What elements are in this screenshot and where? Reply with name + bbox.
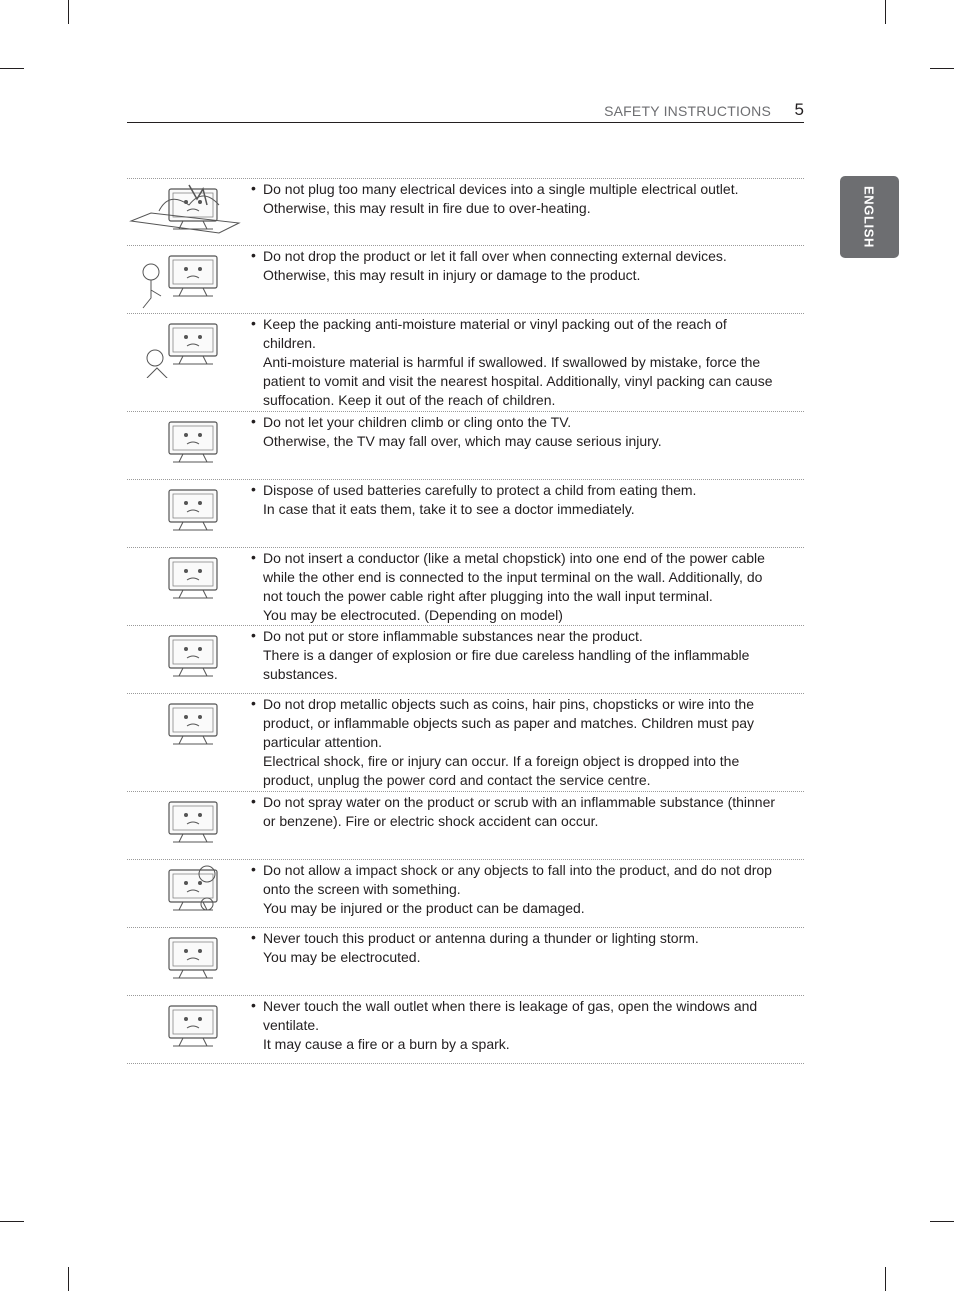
bullet-icon: •	[251, 180, 256, 196]
safety-illustration	[129, 698, 247, 758]
bullet-icon: •	[251, 929, 256, 945]
text-line: while the other end is connected to the input terminal on the wall. Additionally, do	[263, 569, 763, 585]
text-line: There is a danger of explosion or fire due careless handling of the inflammable	[263, 647, 750, 663]
text-line: Anti-moisture material is harmful if swallowed. If swallowed by mistake, force the	[263, 354, 761, 370]
safety-text	[249, 179, 804, 218]
safety-text	[249, 548, 804, 625]
child-batteries-icon	[127, 480, 249, 547]
safety-illustration	[129, 552, 247, 612]
text-line: Keep the packing anti-moisture material or vinyl packing out of the reach of	[263, 316, 727, 332]
text-line: Never touch this product or antenna during a thunder or lighting storm.	[263, 930, 699, 946]
page-header	[127, 100, 804, 123]
safety-row	[127, 314, 804, 412]
child-climbing-tv-icon	[127, 412, 249, 479]
safety-illustration	[129, 183, 247, 243]
text-line: Do not allow a impact shock or any objects to fall into the product, and do not drop	[263, 862, 772, 878]
safety-row	[127, 246, 804, 314]
text-line: Electrical shock, fire or injury can occur. If a foreign object is dropped into the	[263, 753, 740, 769]
safety-text	[249, 792, 804, 831]
safety-row	[127, 548, 804, 626]
text-line: You may be injured or the product can be damaged.	[263, 900, 585, 916]
thunder-storm-tv-icon	[127, 928, 249, 995]
text-line: Do not spray water on the product or scrub with an inflammable substance (thinner	[263, 794, 776, 810]
safety-illustration	[129, 864, 247, 924]
text-line: substances.	[263, 666, 338, 682]
crop-mark	[930, 1221, 954, 1222]
bullet-icon: •	[251, 793, 256, 809]
text-line: product, or inflammable objects such as paper and matches. Children must pay	[263, 715, 755, 731]
text-line: onto the screen with something.	[263, 881, 461, 897]
text-line: Otherwise, the TV may fall over, which may cause serious injury.	[263, 433, 662, 449]
text-line: suffocation. Keep it out of the reach of children.	[263, 392, 556, 408]
bullet-icon: •	[251, 695, 256, 711]
text-line: Do not let your children climb or cling onto the TV.	[263, 414, 572, 430]
safety-illustration	[129, 250, 247, 310]
text-line: Do not drop the product or let it fall over when connecting external devices.	[263, 248, 727, 264]
text-line: It may cause a fire or a burn by a spark.	[263, 1036, 510, 1052]
crop-mark	[930, 68, 954, 69]
power-strip-overload-icon	[127, 179, 249, 245]
safety-text	[249, 996, 804, 1054]
child-vinyl-packing-icon	[127, 314, 249, 411]
safety-text	[249, 860, 804, 918]
safety-row	[127, 928, 804, 996]
safety-illustration	[129, 484, 247, 544]
safety-text	[249, 626, 804, 684]
bullet-icon: •	[251, 413, 256, 429]
safety-illustration	[129, 1000, 247, 1060]
text-line: children.	[263, 335, 316, 351]
text-line: patient to vomit and visit the nearest hospital. Additionally, vinyl packing can cause	[263, 373, 773, 389]
safety-illustration	[129, 932, 247, 992]
safety-illustration	[129, 318, 247, 378]
bullet-icon: •	[251, 247, 256, 263]
safety-illustration	[129, 630, 247, 690]
safety-text	[249, 314, 804, 410]
bullet-icon: •	[251, 315, 256, 331]
text-line: Do not insert a conductor (like a metal chopstick) into one end of the power cable	[263, 550, 765, 566]
flammable-substances-icon	[127, 626, 249, 693]
safety-row	[127, 996, 804, 1064]
page-number: 5	[794, 100, 804, 119]
text-line: Do not plug too many electrical devices into a single multiple electrical outlet.	[263, 181, 739, 197]
text-line: Otherwise, this may result in fire due to over-heating.	[263, 200, 591, 216]
safety-text	[249, 928, 804, 967]
bullet-icon: •	[251, 481, 256, 497]
bullet-icon: •	[251, 627, 256, 643]
gas-leak-outlet-icon	[127, 996, 249, 1063]
text-line: In case that it eats them, take it to see a doctor immediately.	[263, 501, 635, 517]
safety-row	[127, 860, 804, 928]
crop-mark	[0, 68, 24, 69]
crop-mark	[68, 1267, 69, 1291]
crop-mark	[0, 1221, 24, 1222]
text-line: Otherwise, this may result in injury or damage to the product.	[263, 267, 641, 283]
text-line: Dispose of used batteries carefully to protect a child from eating them.	[263, 482, 697, 498]
safety-illustration	[129, 796, 247, 856]
safety-row	[127, 694, 804, 792]
bullet-icon: •	[251, 861, 256, 877]
text-line: Do not put or store inflammable substances near the product.	[263, 628, 643, 644]
text-line: not touch the power cable right after plugging into the wall input terminal.	[263, 588, 713, 604]
text-line: or benzene). Fire or electric shock accident can occur.	[263, 813, 599, 829]
safety-illustration	[129, 416, 247, 476]
impact-shock-ball-icon	[127, 860, 249, 927]
safety-table	[127, 178, 804, 1064]
safety-text	[249, 694, 804, 790]
safety-row	[127, 792, 804, 860]
bullet-icon: •	[251, 549, 256, 565]
crop-mark	[885, 0, 886, 24]
metal-objects-tv-icon	[127, 694, 249, 791]
tv-falling-child-icon	[127, 246, 249, 313]
power-cable-conductor-icon	[127, 548, 249, 625]
text-line: product, unplug the power cord and contact the service centre.	[263, 772, 651, 788]
safety-text	[249, 480, 804, 519]
spray-water-tv-icon	[127, 792, 249, 859]
language-tab-label: ENGLISH	[861, 186, 877, 248]
text-line: particular attention.	[263, 734, 383, 750]
text-line: You may be electrocuted. (Depending on model)	[263, 607, 563, 623]
text-line: You may be electrocuted.	[263, 949, 421, 965]
section-title: SAFETY INSTRUCTIONS	[604, 103, 771, 119]
bullet-icon: •	[251, 997, 256, 1013]
safety-row	[127, 480, 804, 548]
language-tab	[840, 176, 899, 258]
safety-row	[127, 412, 804, 480]
safety-text	[249, 246, 804, 285]
text-line: Do not drop metallic objects such as coins, hair pins, chopsticks or wire into the	[263, 696, 755, 712]
safety-text	[249, 412, 804, 451]
text-line: Never touch the wall outlet when there is leakage of gas, open the windows and	[263, 998, 758, 1014]
safety-row	[127, 179, 804, 246]
crop-mark	[885, 1267, 886, 1291]
safety-row	[127, 626, 804, 694]
crop-mark	[68, 0, 69, 24]
text-line: ventilate.	[263, 1017, 320, 1033]
